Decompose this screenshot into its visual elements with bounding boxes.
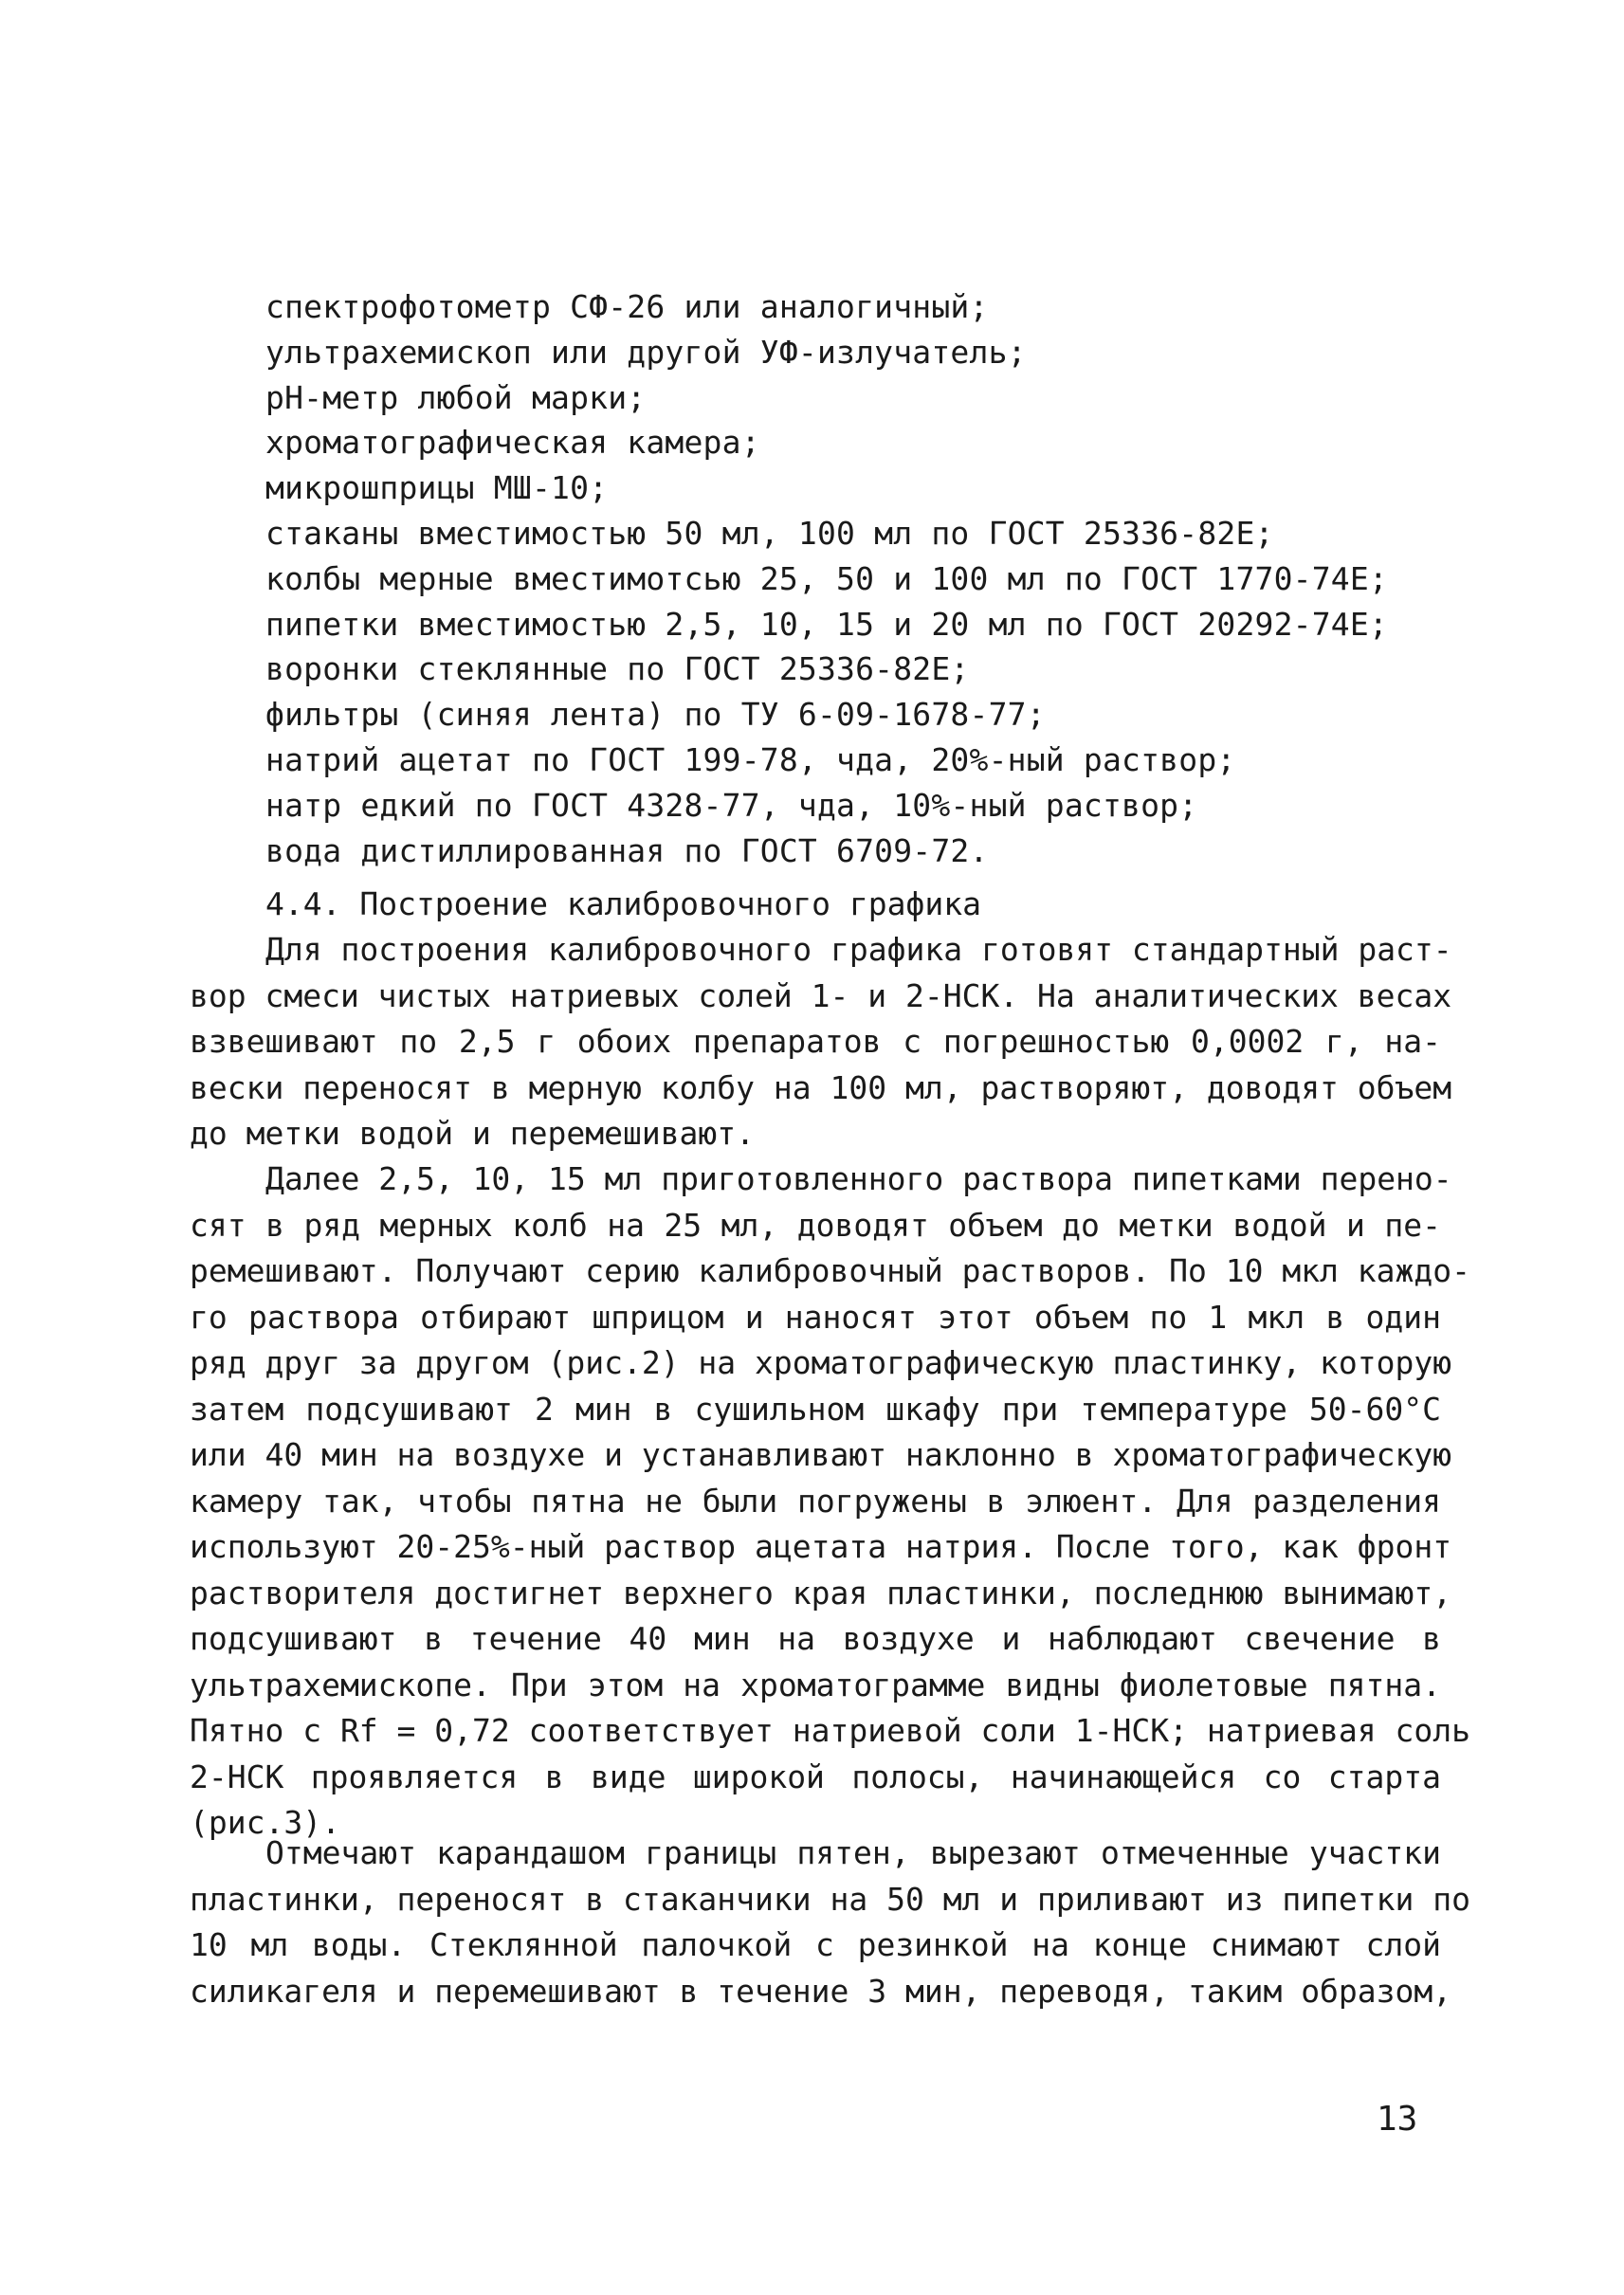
text-line: сят в ряд мерных колб на 25 мл, доводят объем до метки водой и пе-	[190, 1206, 1441, 1244]
page-number: 13	[1377, 2100, 1418, 2139]
text-line: ультрахемископе. При этом на хроматограмме видны фиолетовые пятна.	[190, 1666, 1441, 1703]
text-line: ряд друг за другом (рис.2) на хроматографическую пластинку, которую	[190, 1344, 1452, 1381]
text-line: (рис.3).	[190, 1804, 340, 1841]
equipment-item: колбы мерные вместимотсью 25, 50 и 100 мл по ГОСТ 1770-74Е;	[265, 559, 1388, 597]
paragraph-chromatography-procedure	[190, 1157, 1471, 1847]
text-line: до метки водой и перемешивают.	[190, 1115, 756, 1152]
text-line: подсушивают в течение 40 мин на воздухе и наблюдают свечение в	[190, 1620, 1441, 1657]
text-line: силикагеля и перемешивают в течение 3 мин, переводя, таким образом,	[190, 1972, 1452, 2010]
equipment-item: хроматографическая камера;	[265, 424, 760, 462]
text-line: ремешивают. Получают серию калибровочный растворов. По 10 мкл каждо-	[190, 1252, 1471, 1289]
text-line: го раствора отбирают шприцом и наносят этот объем по 1 мкл в один	[190, 1298, 1441, 1336]
text-line: пластинки, переносят в стаканчики на 50 мл и приливают из пипетки по	[190, 1880, 1471, 1918]
equipment-item: рН-метр любой марки;	[265, 378, 647, 416]
equipment-item: воронки стеклянные по ГОСТ 25336-82Е;	[265, 650, 970, 688]
equipment-item: фильтры (синяя лента) по ТУ 6-09-1678-77;	[265, 696, 1046, 734]
section-heading: 4.4. Построение калибровочного графика	[265, 885, 981, 922]
text-line: Пятно с Rf = 0,72 соответствует натриевой соли 1-НСК; натриевая соль	[190, 1712, 1471, 1749]
paragraph-spot-extraction	[190, 1831, 1471, 2014]
text-line: вески переносят в мерную колбу на 100 мл, растворяют, доводят объем	[190, 1068, 1452, 1106]
text-line: камеру так, чтобы пятна не были погружены в элюент. Для разделения	[190, 1482, 1441, 1520]
text-line: Далее 2,5, 10, 15 мл приготовленного раствора пипетками перено-	[265, 1160, 1452, 1197]
text-line: Для построения калибровочного графика готовят стандартный раст-	[265, 931, 1452, 968]
text-line: растворителя достигнет верхнего края пластинки, последнюю вынимают,	[190, 1574, 1452, 1612]
equipment-item: спектрофотометр СФ-26 или аналогичный;	[265, 288, 989, 325]
equipment-list	[265, 284, 1460, 873]
equipment-item: микрошприцы МШ-10;	[265, 469, 609, 507]
text-line: или 40 мин на воздухе и устанавливают наклонно в хроматографическую	[190, 1436, 1452, 1473]
equipment-item: вода дистиллированная по ГОСТ 6709-72.	[265, 831, 989, 869]
equipment-item: натрий ацетат по ГОСТ 199-78, чда, 20%-ный раствор;	[265, 740, 1236, 778]
text-line: используют 20-25%-ный раствор ацетата натрия. После того, как фронт	[190, 1528, 1452, 1565]
equipment-item: ультрахемископ или другой УФ-излучатель;	[265, 333, 1027, 371]
text-line: взвешивают по 2,5 г обоих препаратов с погрешностью 0,0002 г, на-	[190, 1023, 1441, 1060]
equipment-item: пипетки вместимостью 2,5, 10, 15 и 20 мл по ГОСТ 20292-74Е;	[265, 605, 1388, 643]
equipment-item: стаканы вместимостью 50 мл, 100 мл по ГОСТ 25336-82Е;	[265, 514, 1274, 552]
text-line: вор смеси чистых натриевых солей 1- и 2-НСК. На аналитических весах	[190, 976, 1452, 1014]
text-line: 2-НСК проявляется в виде широкой полосы, начинающейся со старта	[190, 1758, 1441, 1795]
equipment-item: натр едкий по ГОСТ 4328-77, чда, 10%-ный раствор;	[265, 786, 1198, 824]
text-line: Отмечают карандашом границы пятен, вырезают отмеченные участки	[265, 1834, 1441, 1871]
text-line: 10 мл воды. Стеклянной палочкой с резинкой на конце снимают слой	[190, 1926, 1441, 1963]
paragraph-calibration-solution	[190, 927, 1452, 1157]
text-line: затем подсушивают 2 мин в сушильном шкафу при температуре 50-60°С	[190, 1390, 1441, 1428]
